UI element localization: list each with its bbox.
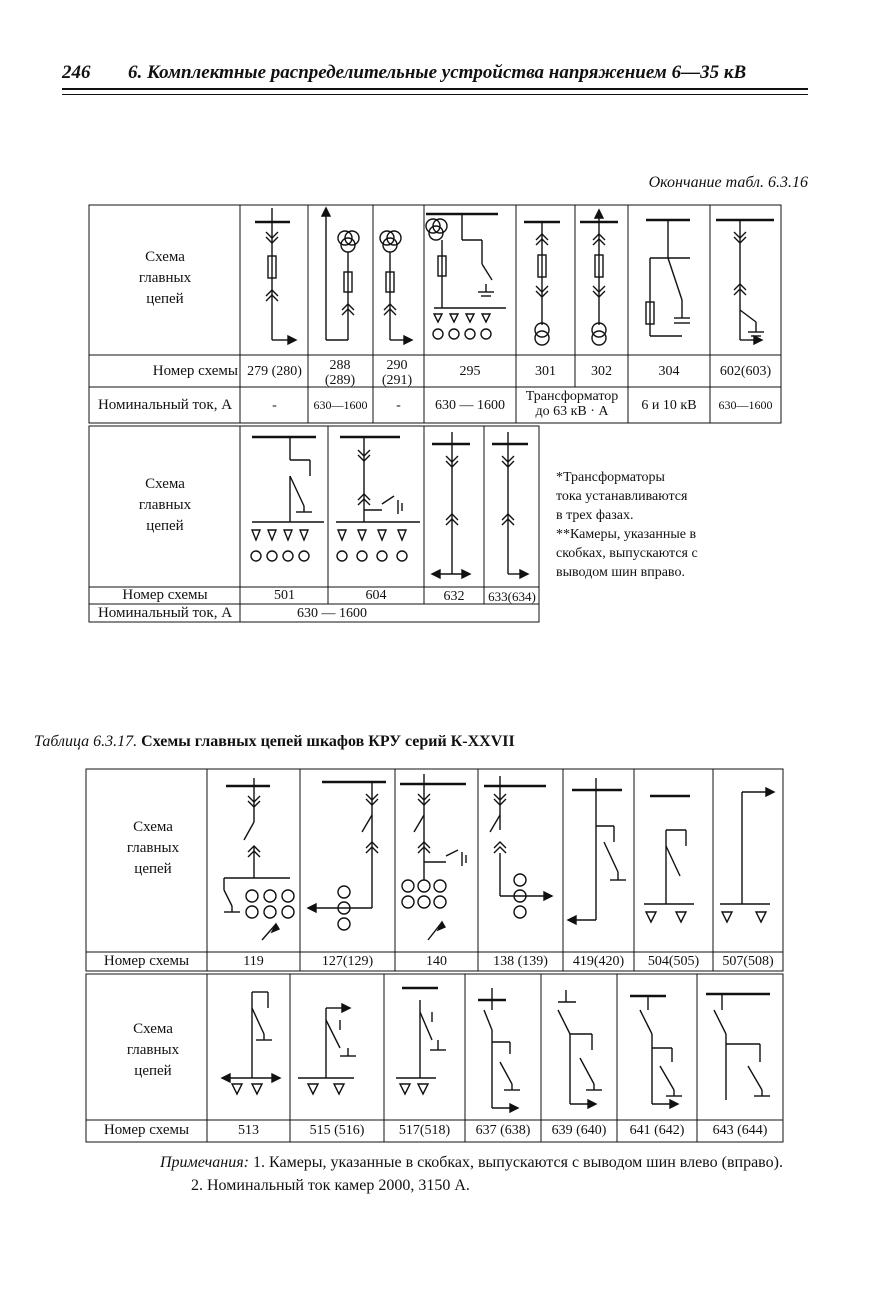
table-617-prefix: Таблица 6.3.17. bbox=[34, 733, 138, 750]
note-1-text: 1. Камеры, указанные в скобках, выпускаются с выводом шин влево (вправо). bbox=[253, 1154, 783, 1171]
table-d-number-639: 639 (640) bbox=[551, 1123, 607, 1138]
footnote-line: **Камеры, указанные в bbox=[556, 527, 697, 542]
table-a-current-6: 630—1600 bbox=[718, 398, 773, 412]
table-a-current-0: - bbox=[272, 398, 277, 413]
footnote-line: скобках, выпускаются с bbox=[556, 546, 698, 561]
continuation-label: Окончание табл. 6.3.16 bbox=[648, 174, 808, 191]
table-b-number-633: 633(634) bbox=[488, 589, 536, 604]
table-c-number-138: 138 (139) bbox=[493, 954, 548, 969]
table-a-number-602: 602(603) bbox=[719, 364, 772, 379]
table-c-scheme-label: Схема главных цепей bbox=[126, 819, 180, 877]
table-a-number-290: 290 (291) bbox=[381, 358, 413, 388]
page-number: 246 bbox=[62, 62, 91, 83]
table-a-current-5: 6 и 10 кВ bbox=[641, 398, 697, 413]
footnote-line: тока устанавливаются bbox=[556, 489, 688, 504]
table-a-number-295: 295 bbox=[459, 364, 481, 379]
table-c-number-504: 504(505) bbox=[647, 954, 700, 969]
table-d-number-517: 517(518) bbox=[398, 1123, 451, 1138]
table-d-number-637: 637 (638) bbox=[475, 1123, 531, 1138]
chapter-title: 6. Комплектные распределительные устройства напряжением 6—35 кВ bbox=[128, 62, 747, 83]
table-a-number-304: 304 bbox=[658, 364, 680, 379]
notes bbox=[160, 1151, 783, 1197]
table-b-current: 630 — 1600 bbox=[297, 606, 367, 621]
table-b-number-label: Номер схемы bbox=[122, 587, 208, 603]
table-b-current-label: Номинальный ток, А bbox=[97, 605, 233, 621]
table-b-number-632: 632 bbox=[443, 589, 465, 604]
table-a-current-3: 630 — 1600 bbox=[435, 398, 505, 413]
table-a-current-1: 630—1600 bbox=[313, 398, 368, 412]
table-c-number-label: Номер схемы bbox=[103, 953, 190, 969]
table-a-current-2: - bbox=[396, 398, 401, 413]
table-a-current-label: Номинальный ток, А bbox=[97, 397, 233, 413]
scheme-drawings-d bbox=[222, 988, 770, 1112]
table-d-number-641: 641 (642) bbox=[629, 1123, 685, 1138]
table-c-number-419: 419(420) bbox=[572, 954, 625, 969]
table-c-number-140: 140 bbox=[426, 954, 447, 969]
table-a-current-4: Трансформатор до 63 кВ · А bbox=[525, 389, 619, 419]
table-d-number-643: 643 (644) bbox=[712, 1123, 768, 1138]
table-d-scheme-label: Схема главных цепей bbox=[126, 1021, 180, 1079]
table-d-number-515: 515 (516) bbox=[309, 1123, 365, 1138]
table-b-number-604: 604 bbox=[365, 588, 387, 603]
table-a-number-279: 279 (280) bbox=[247, 364, 302, 379]
note-2: 2. Номинальный ток камер 2000, 3150 А. bbox=[191, 1177, 470, 1194]
footnote-line: *Трансформаторы bbox=[556, 470, 665, 485]
footnote-line: выводом шин вправо. bbox=[556, 565, 685, 580]
notes-label: Примечания: bbox=[160, 1154, 249, 1171]
table-a-scheme-label: Схема главных цепей bbox=[138, 249, 192, 307]
table-c-number-127: 127(129) bbox=[321, 954, 374, 969]
note-1 bbox=[160, 1151, 783, 1174]
table-b-scheme-label: Схема главных цепей bbox=[138, 476, 192, 534]
table-c-number-119: 119 bbox=[243, 954, 264, 969]
table-b-number-501: 501 bbox=[274, 588, 295, 603]
table-a-number-301: 301 bbox=[535, 364, 556, 379]
table-a-number-label: Номер схемы bbox=[152, 363, 238, 379]
table-d-number-label: Номер схемы bbox=[103, 1122, 190, 1138]
table-617-title: Схемы главных цепей шкафов КРУ серий К-XXVII bbox=[141, 733, 515, 750]
table-a-number-302: 302 bbox=[591, 364, 612, 379]
table-a-number-288: 288 (289) bbox=[324, 358, 356, 388]
table-d-number-513: 513 bbox=[238, 1123, 259, 1138]
table-c-number-507: 507(508) bbox=[722, 954, 774, 969]
footnote-line: в трех фазах. bbox=[556, 508, 634, 523]
